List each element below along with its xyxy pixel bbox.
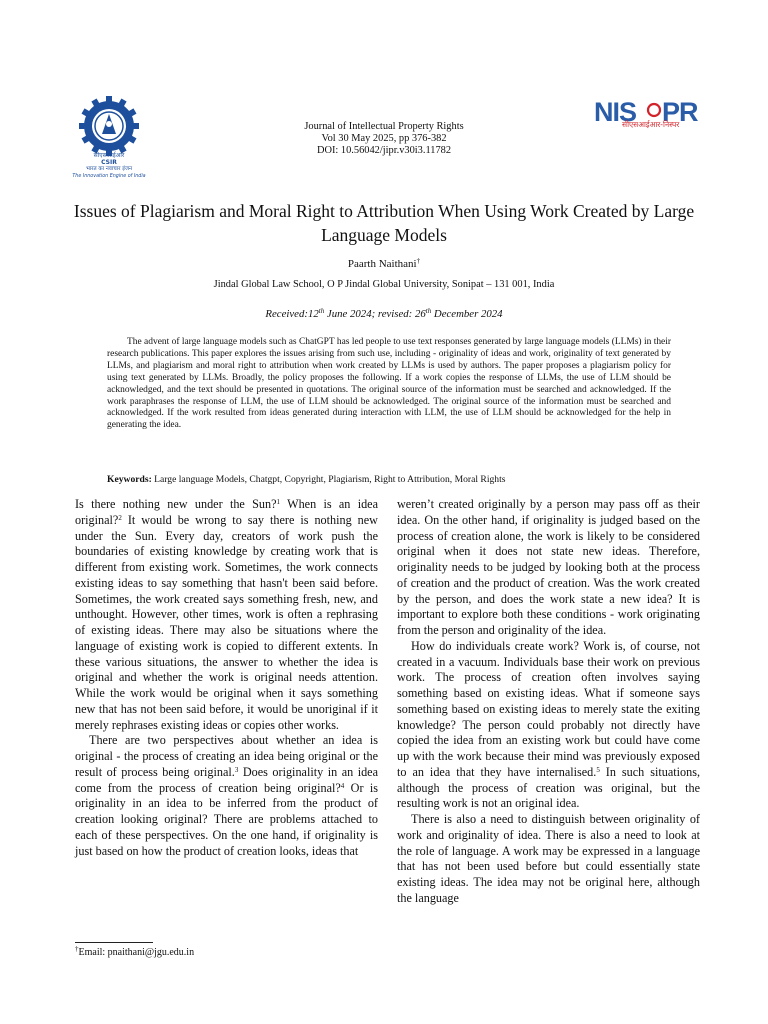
text-run: When is an idea original? bbox=[75, 497, 378, 527]
citation-mark: 1 bbox=[276, 498, 280, 506]
affiliation: Jindal Global Law School, O P Jindal Global University, Sonipat – 131 001, India bbox=[213, 279, 555, 290]
niscpr-hindi: सीएसआईआर-निस्पर bbox=[622, 120, 680, 129]
journal-volume: Vol 30 May 2025, pp 376-382 bbox=[321, 133, 447, 144]
text-run: There are two perspectives about whether an idea is original - the process of creating an idea being original or the result of process being original. bbox=[75, 733, 378, 779]
article-title: Issues of Plagiarism and Moral Right to Attribution When Using Work Created by Large Language Models bbox=[73, 201, 695, 245]
text-run: Does originality in an idea come from the process of creation being original? bbox=[75, 764, 379, 795]
footnote bbox=[75, 947, 194, 958]
author-footnote-mark: † bbox=[416, 257, 421, 265]
svg-text:PR: PR bbox=[662, 97, 698, 127]
journal-name: Journal of Intellectual Property Rights bbox=[304, 121, 464, 132]
csir-tagline-english: The Innovation Engine of India bbox=[72, 174, 146, 179]
citation-mark: 3 bbox=[234, 765, 239, 774]
revised-month: December 2024 bbox=[431, 308, 503, 320]
csir-logo bbox=[72, 92, 146, 188]
journal-doi: DOI: 10.56042/jipr.v30i3.11782 bbox=[316, 145, 452, 156]
csir-tagline-hindi: भारत का नवाचार इंजन bbox=[85, 166, 133, 172]
author-name: Paarth Naithani bbox=[347, 258, 417, 270]
csir-acronym: CSIR bbox=[101, 159, 117, 166]
received-day: 12 bbox=[307, 308, 319, 320]
text-run: Is there nothing new under the Sun? bbox=[75, 497, 277, 511]
abstract: The advent of large language models such as ChatGPT has led people to use text responses generated by large language models (LLMs) in their research publications. This paper explores the issues arising from such use, including - originality of ideas and work, originality of text generated by LLMs, and plagiarism and moral right to attribution when work created by LLMs is used by authors. The paper proposes a plagiarism policy for using text generated by LLMs. Broadly, the policy proposes the following. If a work copies the response of LLMs, the use of LLM should be acknowledged, and the text should be presented in quotations. The original source of the information must be searched and acknowledged. If the work paraphrases the response of LLM, the use of LLM should be acknowledged. The original source of the information must be searched and acknowledged. If the work resulted from ideas generated during interaction with LLM, the use of LLM should be acknowledged for the help in generating the idea. bbox=[107, 337, 671, 431]
keywords-list: Large language Models, Chatgpt, Copyright, Plagiarism, Right to Attribution, Moral Rights bbox=[154, 474, 506, 485]
text-run: It would be wrong to say there is nothing new under the Sun. Every day, creators of work push the boundaries of existing knowledge by creating work that is different from existing work. Sometimes, the work connects existing ideas to say something that hasn't been said before. Sometimes, the work created says something fresh, new, and unthought. However, other times, work is often a rephrasing of existing ideas. There may also be situations where the language of existing work is copied to different extents. In these various situations, the answer to whether the idea is original and whether the work is original needs attention. While the work would be original when it says something new that has not been said before, it would be unoriginal if it merely rephrases existing ideas or copies other works. bbox=[75, 512, 378, 732]
text-run: How do individuals create work? Work is, of course, not created in a vacuum. Individuals base their work on previous work. The process of creation often involves saying something based on existing ideas. What if someone says something based on existing ideas to merely state the exiting knowledge? The person could probably not directly have copied the idea from an existing work but could have come up with the work because their mind was previously exposed to an idea that they have internalised. bbox=[397, 638, 700, 779]
citation-mark: 2 bbox=[118, 513, 122, 522]
received-month: June 2024; revised: bbox=[324, 308, 415, 320]
svg-text:NIS: NIS bbox=[594, 97, 637, 127]
paragraph: There is also a need to distinguish between originality of work and originality of idea. There is also a need to look at the role of language. A work may be expressed in a language that has not been used before but could essentially state existing ideas. The idea may not be original here, although the language bbox=[397, 812, 700, 905]
paragraph bbox=[397, 639, 700, 812]
citation-mark: 5 bbox=[596, 765, 600, 774]
footnote-mark: † bbox=[75, 945, 79, 953]
csir-hindi-name: सीएसआईआर bbox=[93, 152, 125, 159]
text-run: In such situations, although the process of creation was original, but the resulting work is not an original idea. bbox=[397, 764, 700, 811]
received-label: Received: bbox=[265, 308, 308, 320]
footnote-email: Email: pnaithani@jgu.edu.in bbox=[78, 947, 195, 958]
footnote-divider bbox=[75, 942, 153, 943]
revised-day: 26 bbox=[414, 308, 426, 320]
citation-mark: 4 bbox=[340, 781, 345, 790]
paragraph: weren’t created originally by a person may pass off as their idea. On the other hand, if originality is judged based on the process of creation alone, the work is likely to be considered original when it does not state new ideas. Therefore, originality needs to be judged by looking both at the process of creation and the product of creation. Was the work created by the person, and does the work state a new idea? It is important to explore both these conditions - work originating from the person and originality of the idea. bbox=[397, 497, 700, 637]
niscpr-logo bbox=[592, 94, 704, 132]
keywords bbox=[107, 474, 671, 485]
author-line bbox=[230, 258, 538, 270]
paragraph bbox=[75, 733, 378, 859]
body-column-right bbox=[397, 497, 700, 907]
text-run: Or is originality in an idea to be inferred from the product of creation looking original? There are problems attached to each of these perspectives. On the one hand, if originality is just based on how the product of creation looks, ideas that bbox=[75, 780, 378, 858]
revised-day-suffix: th bbox=[425, 307, 432, 315]
body-column-left bbox=[75, 497, 378, 859]
keywords-label: Keywords: bbox=[107, 474, 152, 485]
received-revised-dates bbox=[200, 308, 568, 320]
paragraph bbox=[75, 497, 378, 733]
received-day-suffix: th bbox=[318, 307, 325, 315]
